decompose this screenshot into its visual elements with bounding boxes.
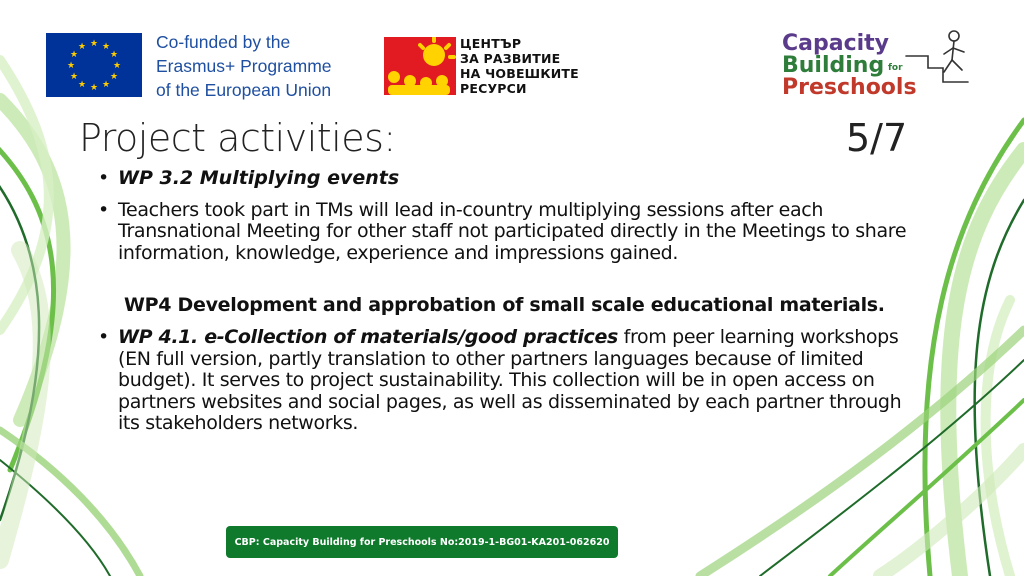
- cbp-logo-line-1: Capacity: [782, 31, 890, 56]
- list-item: [96, 327, 926, 435]
- svg-text:★: ★: [109, 72, 119, 82]
- svg-text:★: ★: [77, 80, 87, 90]
- svg-text:★: ★: [109, 50, 119, 60]
- eu-line-2: Erasmus+ Programme: [156, 56, 332, 76]
- bullet-icon: •: [98, 167, 110, 189]
- crd-line-2: ЗА РАЗВИТИЕ: [460, 51, 561, 66]
- cbp-logo-line-3: for: [888, 63, 903, 73]
- footer-project-badge: CBP: Capacity Building for Preschools No:2019-1-BG01-KA201-062620: [226, 526, 618, 558]
- svg-text:★: ★: [69, 50, 79, 60]
- page-title: Project activities:: [79, 116, 396, 160]
- slide-page-number: 5/7: [846, 116, 908, 160]
- bullet-icon: •: [98, 198, 109, 221]
- eu-line-1: Co-funded by the: [156, 32, 291, 52]
- bullet-wp41-title: WP 4.1. e-Collection of materials/good practices: [118, 326, 618, 348]
- sun-people-logo: [384, 37, 456, 95]
- slide-body: [96, 168, 926, 435]
- bullet-wp32-text: Teachers took part in TMs will lead in-country multiplying sessions after each Transnational Meeting for other staff not participated directly in the Meetings to share information, knowledge, experience and impressions gained.: [118, 198, 907, 264]
- list-item: [96, 200, 926, 265]
- svg-text:★: ★: [77, 42, 87, 52]
- eu-line-3: of the European Union: [156, 80, 332, 100]
- bullet-wp32-title: WP 3.2 Multiplying events: [118, 167, 400, 189]
- crd-line-1: ЦЕНТЪР: [460, 36, 522, 51]
- svg-text:★: ★: [101, 42, 111, 52]
- eu-cofunded-text: [156, 30, 332, 102]
- bullet-wp41-text: from peer learning workshops (EN full version, partly translation to other partners languages because of limited budget). It serves to project sustainability. This collection will be in open access on partners websites and social pages, as well as disseminated by each partner through its stakeholders networks.: [118, 326, 902, 434]
- svg-text:★: ★: [112, 61, 122, 71]
- svg-text:★: ★: [101, 80, 111, 90]
- crd-name-text: [460, 36, 579, 96]
- cbp-logo-line-2: Building: [782, 53, 885, 78]
- crd-line-3: НА ЧОВЕШКИТЕ: [460, 66, 579, 81]
- svg-text:★: ★: [66, 61, 76, 71]
- bullet-icon: •: [98, 326, 109, 348]
- svg-text:★: ★: [89, 83, 99, 93]
- list-item: [96, 168, 926, 190]
- svg-text:★: ★: [69, 72, 79, 82]
- capacity-building-preschools-logo: [778, 26, 973, 98]
- section-heading-wp4: WP4 Development and approbation of small scale educational materials.: [124, 294, 885, 316]
- cbp-logo-line-4: Preschools: [782, 75, 917, 98]
- svg-text:★: ★: [89, 39, 99, 49]
- eu-flag-icon: [46, 33, 142, 97]
- crd-line-4: РЕСУРСИ: [460, 81, 527, 96]
